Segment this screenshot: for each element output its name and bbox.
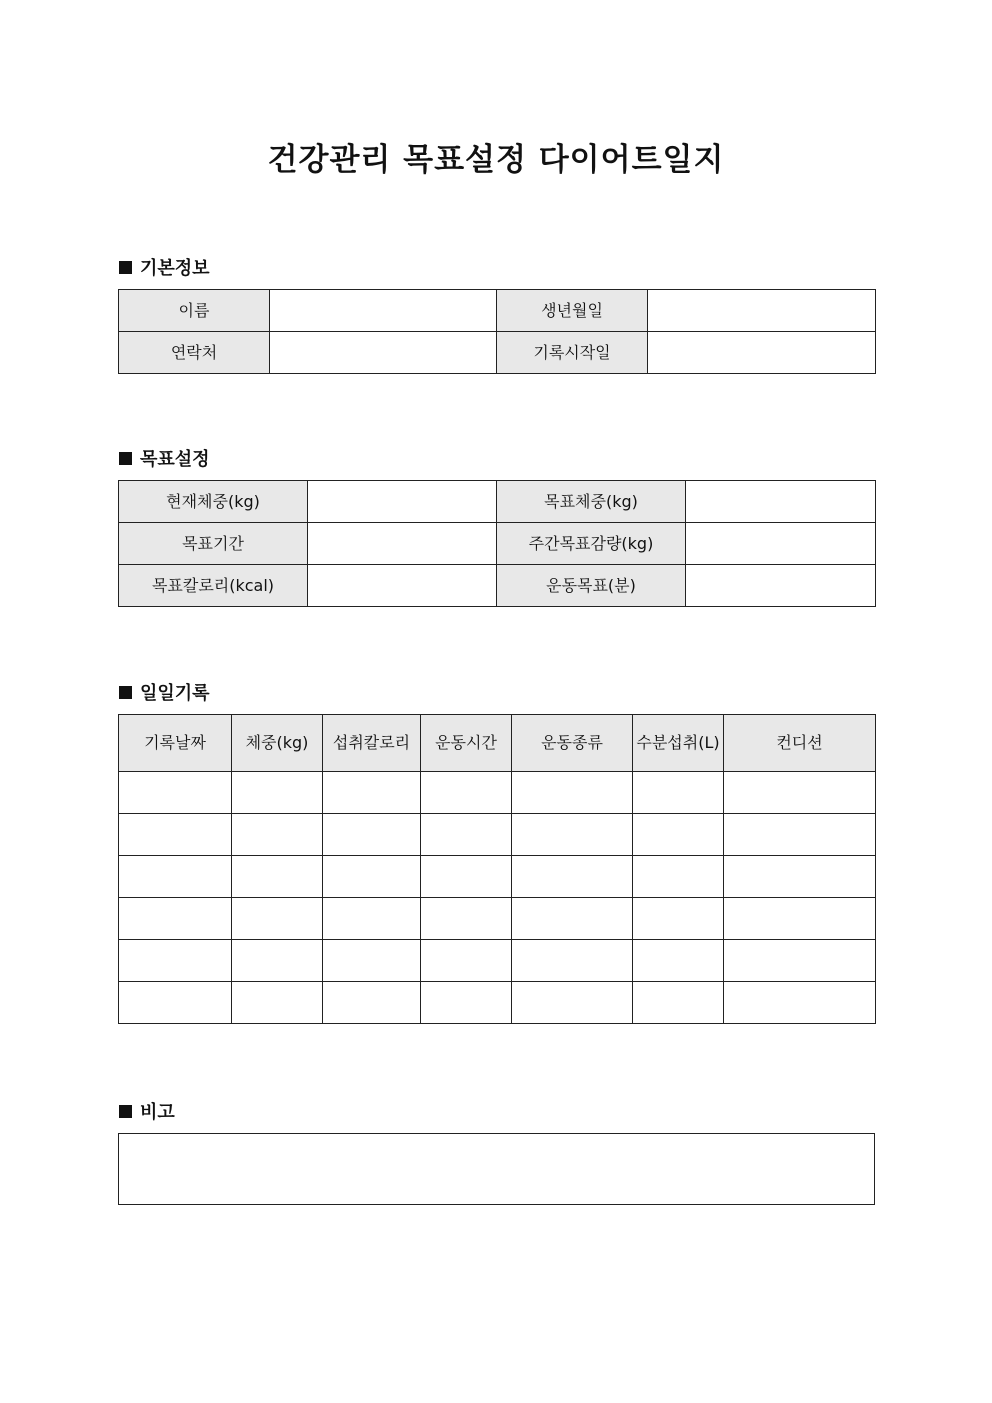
section-heading-label: 일일기록 — [140, 683, 210, 704]
table-cell[interactable] — [633, 814, 724, 856]
table-cell[interactable] — [119, 940, 232, 982]
table-cell[interactable] — [512, 940, 633, 982]
target-period-field[interactable] — [308, 523, 497, 565]
table-cell[interactable] — [119, 772, 232, 814]
table-cell[interactable] — [512, 772, 633, 814]
remarks-field[interactable] — [118, 1133, 875, 1205]
table-cell[interactable] — [323, 982, 421, 1024]
table-cell[interactable] — [724, 982, 876, 1024]
table-cell[interactable] — [232, 856, 323, 898]
table-cell[interactable] — [512, 982, 633, 1024]
square-bullet-icon — [119, 452, 132, 465]
section-heading-label: 기본정보 — [140, 258, 210, 279]
table-cell[interactable] — [512, 898, 633, 940]
table-cell[interactable] — [724, 772, 876, 814]
table-header-row — [119, 715, 876, 772]
table-cell[interactable] — [421, 940, 512, 982]
table-row — [119, 481, 876, 523]
column-header-exercise-type: 운동종류 — [512, 715, 633, 772]
table-cell[interactable] — [724, 814, 876, 856]
table-cell[interactable] — [421, 898, 512, 940]
table-cell[interactable] — [633, 982, 724, 1024]
birth-date-label: 생년월일 — [497, 290, 648, 332]
table-cell[interactable] — [724, 940, 876, 982]
birth-date-field[interactable] — [648, 290, 876, 332]
table-cell[interactable] — [119, 982, 232, 1024]
table-cell[interactable] — [724, 856, 876, 898]
table-cell[interactable] — [232, 940, 323, 982]
target-period-label: 목표기간 — [119, 523, 308, 565]
table-cell[interactable] — [633, 772, 724, 814]
table-cell[interactable] — [421, 772, 512, 814]
column-header-condition: 컨디션 — [724, 715, 876, 772]
table-row — [119, 982, 876, 1024]
table-cell[interactable] — [119, 814, 232, 856]
name-field[interactable] — [270, 290, 497, 332]
exercise-goal-label: 운동목표(분) — [497, 565, 686, 607]
target-weight-label: 목표체중(kg) — [497, 481, 686, 523]
weekly-loss-field[interactable] — [686, 523, 876, 565]
table-row — [119, 898, 876, 940]
current-weight-field[interactable] — [308, 481, 497, 523]
start-date-label: 기록시작일 — [497, 332, 648, 374]
square-bullet-icon — [119, 1105, 132, 1118]
column-header-calorie-intake: 섭취칼로리 — [323, 715, 421, 772]
goal-setting-table — [118, 480, 876, 607]
table-cell[interactable] — [232, 982, 323, 1024]
contact-label: 연락처 — [119, 332, 270, 374]
table-cell[interactable] — [323, 856, 421, 898]
table-row — [119, 814, 876, 856]
column-header-date: 기록날짜 — [119, 715, 232, 772]
table-cell[interactable] — [323, 898, 421, 940]
section-heading-goal-setting — [119, 445, 210, 471]
exercise-goal-field[interactable] — [686, 565, 876, 607]
square-bullet-icon — [119, 686, 132, 699]
table-cell[interactable] — [421, 982, 512, 1024]
target-weight-field[interactable] — [686, 481, 876, 523]
start-date-field[interactable] — [648, 332, 876, 374]
name-label: 이름 — [119, 290, 270, 332]
section-heading-basic-info — [119, 254, 210, 280]
table-row — [119, 940, 876, 982]
table-cell[interactable] — [232, 814, 323, 856]
weekly-loss-label: 주간목표감량(kg) — [497, 523, 686, 565]
target-calorie-field[interactable] — [308, 565, 497, 607]
contact-field[interactable] — [270, 332, 497, 374]
table-cell[interactable] — [119, 898, 232, 940]
table-cell[interactable] — [323, 940, 421, 982]
current-weight-label: 현재체중(kg) — [119, 481, 308, 523]
table-row — [119, 565, 876, 607]
table-cell[interactable] — [232, 898, 323, 940]
table-cell[interactable] — [512, 814, 633, 856]
daily-record-body — [119, 772, 876, 1024]
table-cell[interactable] — [323, 772, 421, 814]
table-row — [119, 856, 876, 898]
daily-record-table — [118, 714, 876, 1024]
column-header-weight: 체중(kg) — [232, 715, 323, 772]
table-row — [119, 332, 876, 374]
column-header-exercise-time: 운동시간 — [421, 715, 512, 772]
section-heading-remarks — [119, 1098, 175, 1124]
table-row — [119, 523, 876, 565]
table-cell[interactable] — [323, 814, 421, 856]
basic-info-table — [118, 289, 876, 374]
column-header-water-intake: 수분섭취(L) — [633, 715, 724, 772]
table-row — [119, 290, 876, 332]
square-bullet-icon — [119, 261, 132, 274]
table-cell[interactable] — [232, 772, 323, 814]
table-cell[interactable] — [633, 940, 724, 982]
table-cell[interactable] — [421, 856, 512, 898]
section-heading-label: 목표설정 — [140, 449, 210, 470]
document-title: 건강관리 목표설정 다이어트일지 — [267, 142, 725, 178]
section-heading-daily-record — [119, 679, 210, 705]
section-heading-label: 비고 — [140, 1102, 175, 1123]
table-cell[interactable] — [512, 856, 633, 898]
table-cell[interactable] — [421, 814, 512, 856]
target-calorie-label: 목표칼로리(kcal) — [119, 565, 308, 607]
table-row — [119, 772, 876, 814]
table-cell[interactable] — [119, 856, 232, 898]
table-cell[interactable] — [633, 898, 724, 940]
table-cell[interactable] — [633, 856, 724, 898]
table-cell[interactable] — [724, 898, 876, 940]
